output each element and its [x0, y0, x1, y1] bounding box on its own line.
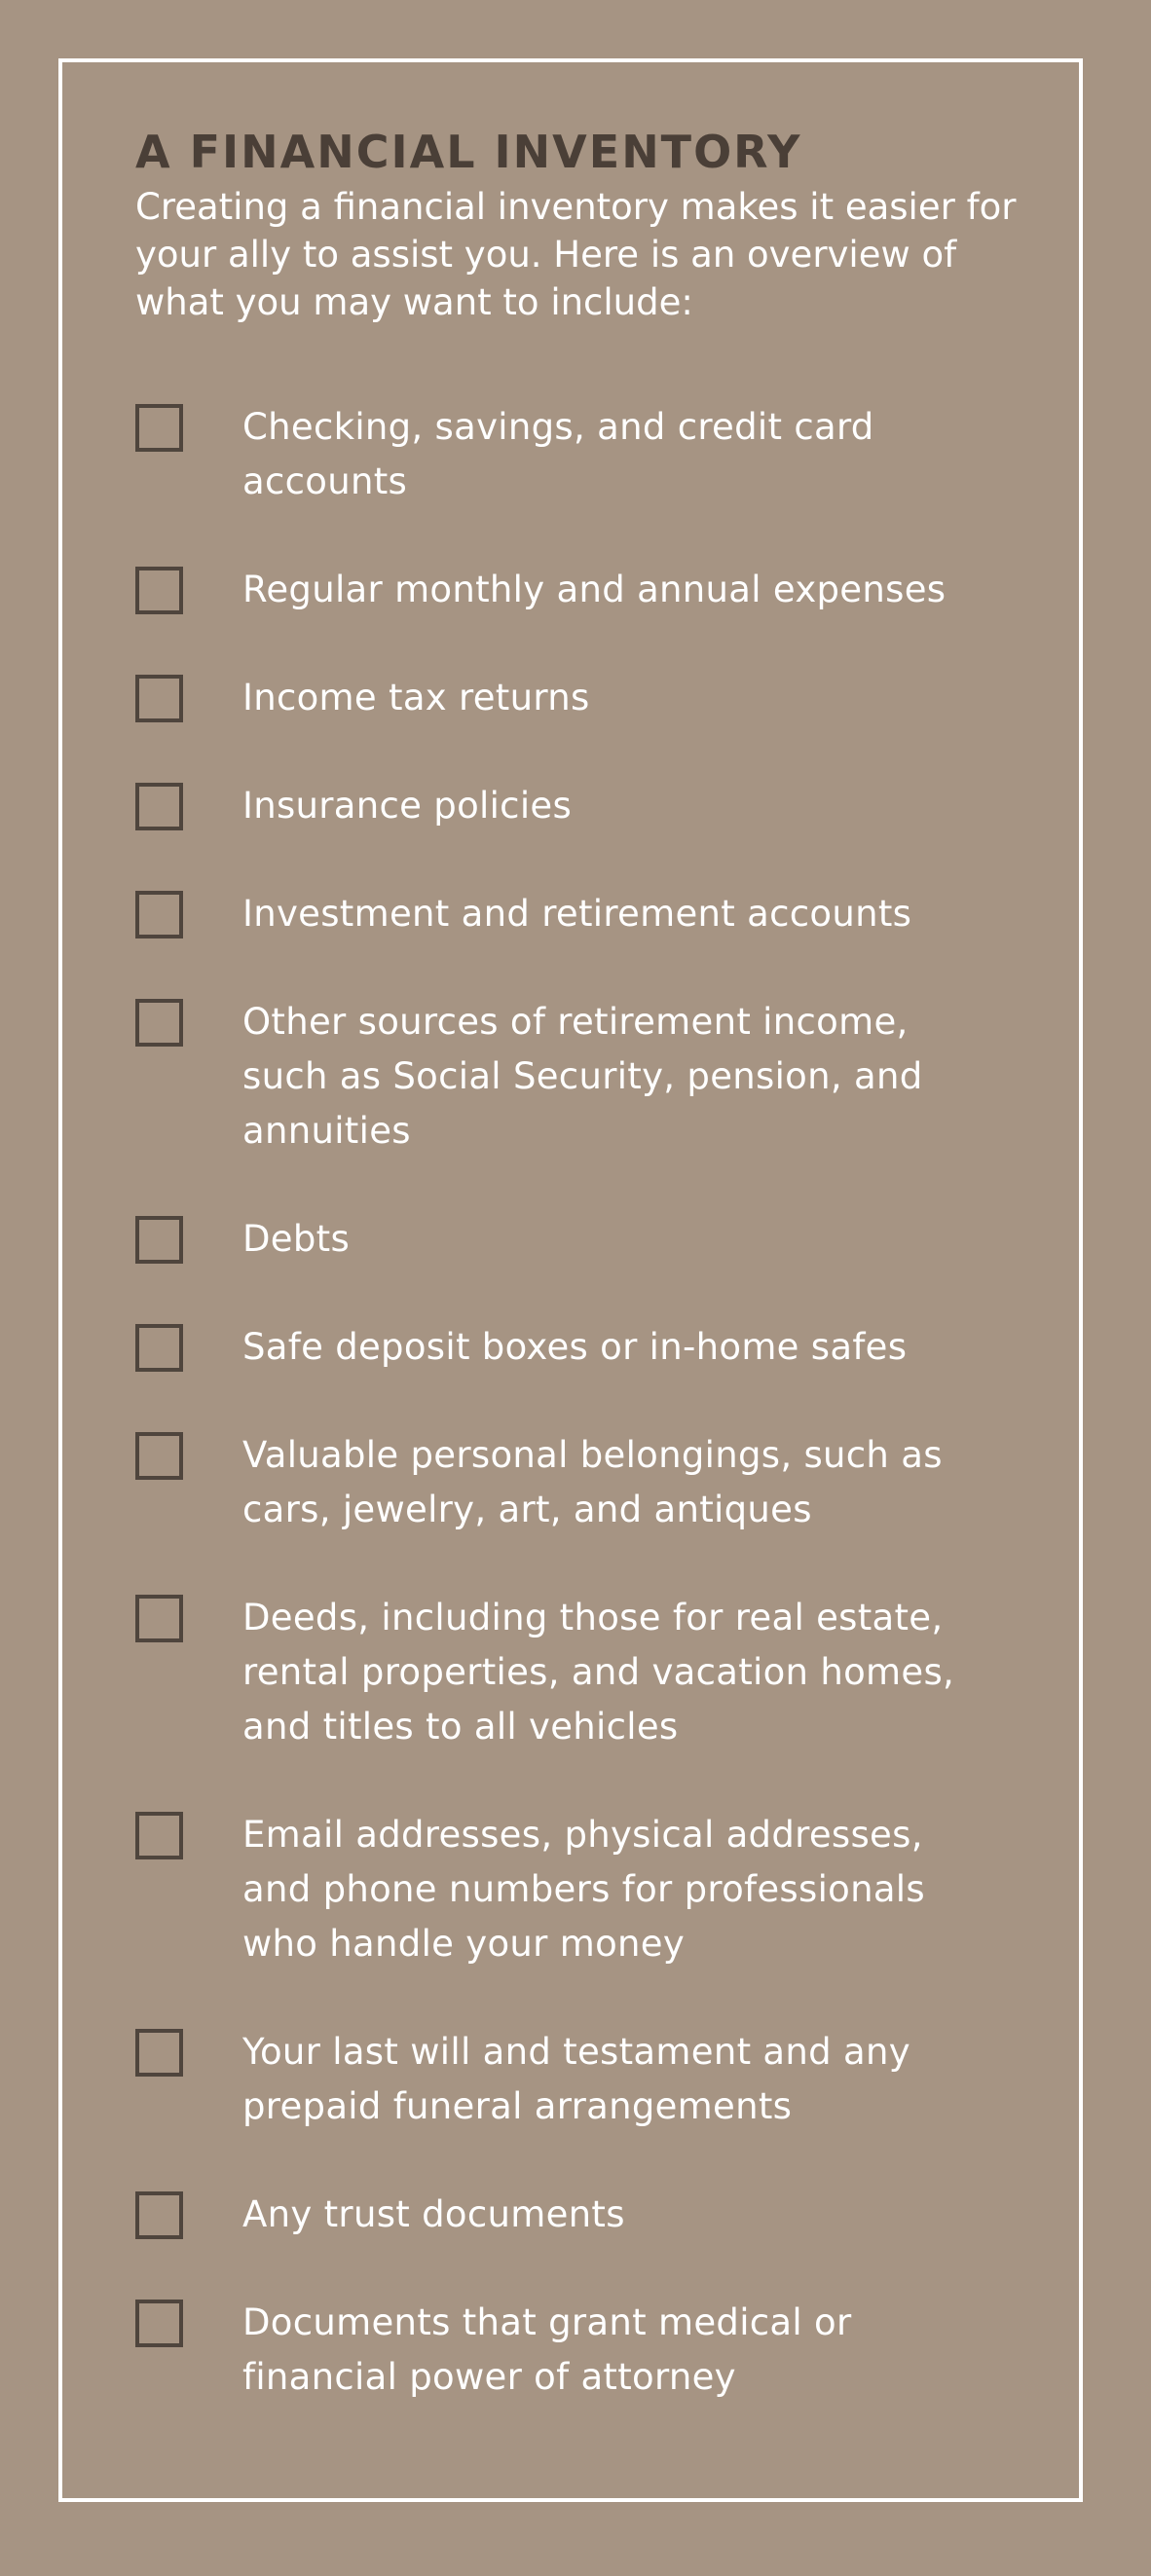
checklist-item-label: Investment and retirement accounts: [242, 893, 912, 935]
checklist-item-label: Documents that grant medical or: [242, 2301, 852, 2343]
checkbox-icon[interactable]: [135, 675, 183, 722]
checklist-item[interactable]: [135, 1320, 1041, 1375]
checkbox-icon[interactable]: [135, 1595, 183, 1642]
checkbox-icon[interactable]: [135, 1324, 183, 1372]
checklist-item[interactable]: [135, 563, 1041, 617]
checklist-item-label: Your last will and testament and any: [242, 2031, 910, 2073]
checkbox-icon[interactable]: [135, 891, 183, 938]
checklist-item-label: financial power of attorney: [242, 2356, 736, 2398]
checklist-item[interactable]: [135, 887, 1041, 941]
checklist-item-label: Checking, savings, and credit card: [242, 406, 874, 448]
checklist-item-label: annuities: [242, 1110, 411, 1152]
checklist-item-label: accounts: [242, 460, 408, 502]
checkbox-icon[interactable]: [135, 999, 183, 1047]
checklist-item-label: Income tax returns: [242, 677, 590, 718]
checklist-item[interactable]: [135, 1428, 1041, 1537]
checklist-item[interactable]: [135, 2025, 1041, 2134]
checklist-item[interactable]: [135, 671, 1041, 725]
checklist-item-label: prepaid funeral arrangements: [242, 2085, 793, 2127]
checkbox-icon[interactable]: [135, 1432, 183, 1480]
checkbox-icon[interactable]: [135, 1216, 183, 1264]
inventory-card: [135, 125, 1041, 2458]
checklist-item-label: rental properties, and vacation homes,: [242, 1651, 955, 1693]
checkbox-icon[interactable]: [135, 567, 183, 614]
checklist-item-label: cars, jewelry, art, and antiques: [242, 1489, 812, 1530]
checklist-item-label: and phone numbers for professionals: [242, 1868, 925, 1910]
checklist: [135, 400, 1041, 2405]
checkbox-icon[interactable]: [135, 783, 183, 830]
checklist-item[interactable]: [135, 1808, 1041, 1971]
checklist-item-label: Email addresses, physical addresses,: [242, 1814, 923, 1856]
checklist-item[interactable]: [135, 2188, 1041, 2242]
checklist-item-label: Safe deposit boxes or in-home safes: [242, 1326, 908, 1368]
checklist-item-label: Insurance policies: [242, 785, 573, 827]
checklist-item[interactable]: [135, 1212, 1041, 1267]
checklist-item-label: and titles to all vehicles: [242, 1706, 679, 1748]
checkbox-icon[interactable]: [135, 404, 183, 452]
checkbox-icon[interactable]: [135, 2300, 183, 2347]
checklist-item-label: who handle your money: [242, 1923, 686, 1965]
checkbox-icon[interactable]: [135, 2191, 183, 2239]
checklist-item-label: Regular monthly and annual expenses: [242, 569, 947, 610]
checklist-item[interactable]: [135, 400, 1041, 509]
checklist-item-label: Valuable personal belongings, such as: [242, 1434, 943, 1476]
checklist-item-label: Deeds, including those for real estate,: [242, 1597, 944, 1638]
intro-text: Creating a financial inventory makes it easier for your ally to assist you. Here is an overview of what you may want to include:: [135, 186, 1017, 323]
checklist-item[interactable]: [135, 2296, 1041, 2405]
checkbox-icon[interactable]: [135, 2029, 183, 2077]
checklist-item-label: such as Social Security, pension, and: [242, 1055, 923, 1097]
checklist-item[interactable]: [135, 779, 1041, 833]
checkbox-icon[interactable]: [135, 1812, 183, 1859]
checklist-item-label: Any trust documents: [242, 2193, 625, 2235]
page-title: A FINANCIAL INVENTORY: [135, 126, 802, 178]
checklist-item-label: Other sources of retirement income,: [242, 1001, 909, 1043]
checklist-item[interactable]: [135, 1591, 1041, 1754]
checklist-item[interactable]: [135, 995, 1041, 1159]
checklist-item-label: Debts: [242, 1218, 351, 1260]
